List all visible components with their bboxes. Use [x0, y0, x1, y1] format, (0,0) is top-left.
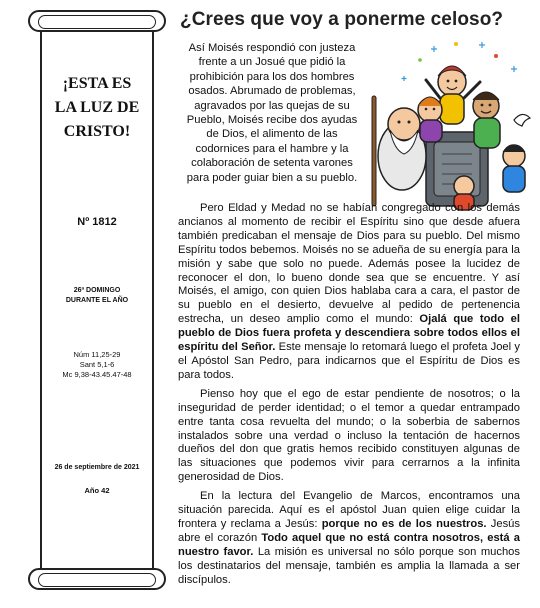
reading-item: Sant 5,1-6 — [79, 360, 115, 369]
body-paragraph: Pienso hoy que el ego de estar pendiente de nosotros; o la inseguridad de perder identidad; o el temor a quedar entrampado entre tanta cosa revuelta del mundo; o la soberbia de sabernos instalados sobre una verdad o incluso la tentación de hacernos dueños del don que gratis hemos recibido constituyen algunas de las situaciones que podemos vivir para cerrarnos a la infinita generosidad de Dios. — [178, 387, 520, 484]
title-line-1: ¡ESTA ES — [62, 75, 132, 92]
paragraph-text: Este mensaje lo retomará luego el profeta Joel y el Apóstol San Pedro, para indicarnos que el Espíritu de Dios es para todos. — [178, 341, 520, 381]
issue-year: Año 42 — [84, 486, 110, 495]
paragraph-emphasis: Todo aquel que no está contra nosotros, está a nuestro favor. — [178, 531, 520, 558]
title-line-2: LA LUZ DE — [54, 99, 140, 116]
paragraph-emphasis: Ojalá que todo el pueblo de Dios fuera profeta y descendiera sobre todos ellos el espíritu del Señor. — [178, 313, 520, 354]
paragraph-text: Jesús abre el corazón — [178, 517, 520, 544]
title-line-3: CRISTO! — [63, 123, 131, 140]
paragraph-text: La misión es universal no sólo porque son muchos los destinatarios del mensaje, también es amplia la llamada a ser discípulos. — [178, 545, 520, 586]
paragraph-text: Pero Eldad y Medad no se habían congregado con los demás ancianos al momento de recibir el Espíritu sino que desde afuera también predicaban el mensaje de Dios para su pueblo. Del mismo Espíritu todos bebemos. Moisés no se adueña de su energía para la misión y sabe que solo no puede. Además posee la lucidez de reconocer el don, lo bueno donde sea que se encuentre. Y así Moisés, el amigo, con quien Dios hablaba cara a cara, el pastor de su pueblo en el desierto, devuelve al pedido de pertenencia estrecha, un deseo amplio como el mundo: — [178, 202, 520, 326]
reading-item: Mc 9,38-43.45.47-48 — [62, 370, 132, 379]
sidebar-scroll — [28, 10, 166, 590]
bulletin-title — [28, 72, 166, 144]
body-paragraph — [178, 490, 520, 587]
body-paragraph — [178, 202, 520, 383]
readings-list — [28, 350, 166, 380]
paragraph-emphasis: porque no es de los nuestros. — [321, 517, 487, 530]
scroll-bottom-roll — [28, 568, 166, 590]
scroll-top-roll — [28, 10, 166, 32]
issue-date: 26 de septiembre de 2021 — [54, 464, 140, 471]
issue-number: Nº 1812 — [77, 216, 117, 228]
liturgical-sunday — [28, 286, 166, 306]
children-with-moses-cartoon-icon — [364, 36, 534, 214]
sunday-line-1: 26ª DOMINGO — [73, 287, 121, 294]
article-headline: ¿Crees que voy a ponerme celoso? — [180, 9, 504, 30]
article-body — [178, 202, 520, 592]
paragraph-text: En la lectura del Evangelio de Marcos, encontramos una situación parecida. Aquí es el apóstol Juan quien elige cuidar la frontera y reclama a Jesús: — [178, 490, 520, 530]
article-intro: Así Moisés respondió con justeza frente a un Josué que pidió la prohibición para los dos hombres osados. Abrumado de problemas, agravados por las quejas de su Pueblo, Moisés recibe dos ayudas de Dios, el alimento de las codornices para el hambre y la colaboración de setenta varones para poder guiar bien a su pueblo. — [186, 42, 358, 184]
reading-item: Núm 11,25-29 — [73, 350, 121, 359]
sunday-line-2: DURANTE EL AÑO — [65, 297, 129, 304]
